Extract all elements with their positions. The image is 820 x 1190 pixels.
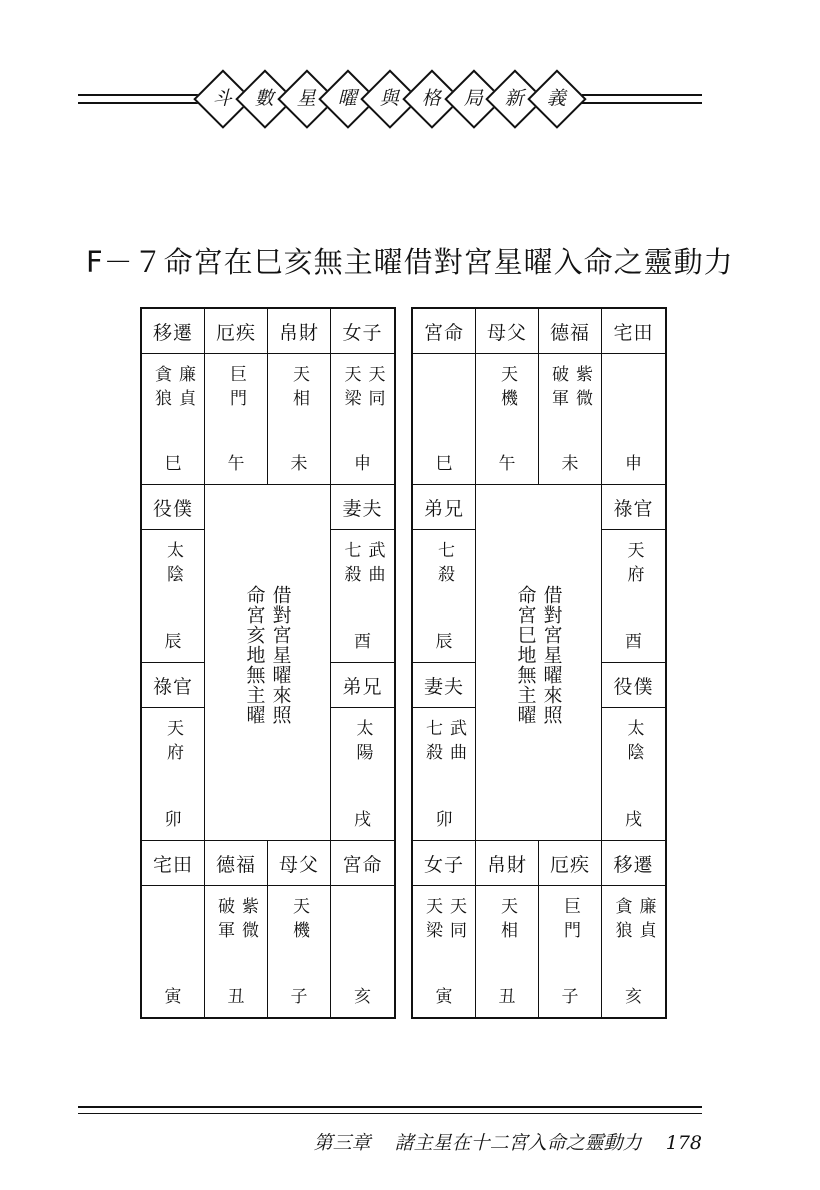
star-name <box>433 541 455 589</box>
star-names <box>331 541 394 605</box>
palace-cell <box>268 309 331 485</box>
palace-cell <box>602 485 665 663</box>
palace-cell <box>142 663 205 841</box>
palace-name: 母父 <box>476 309 538 354</box>
star-char: 貞 <box>175 389 195 413</box>
chart-right <box>411 307 667 1019</box>
star-char: 七 <box>340 541 361 565</box>
chart-center <box>476 485 602 841</box>
star-names <box>331 365 394 429</box>
palace-name: 弟兄 <box>331 663 394 708</box>
star-char: 紫 <box>238 897 258 921</box>
earthly-branch: 亥 <box>625 987 642 1007</box>
star-name <box>623 719 645 767</box>
star-names <box>268 897 330 961</box>
earthly-branch: 寅 <box>164 987 182 1007</box>
palace-cell <box>331 663 394 841</box>
star-char: 天 <box>289 897 309 921</box>
star-names <box>205 365 267 429</box>
center-note: 命宮亥地無主曜 <box>243 585 266 725</box>
palace-name: 移遷 <box>142 309 204 354</box>
series-char: 曜 <box>338 87 358 110</box>
star-names <box>602 541 665 605</box>
earthly-branch: 未 <box>290 454 308 474</box>
star-names <box>413 541 475 605</box>
palace-cell <box>331 841 394 1017</box>
star-names <box>476 365 538 429</box>
star-name <box>611 897 633 945</box>
header-rule-right <box>582 94 702 104</box>
star-char: 門 <box>560 921 580 945</box>
earthly-branch: 申 <box>625 454 642 474</box>
palace-name: 役僕 <box>142 485 204 530</box>
center-note: 命宮巳地無主曜 <box>514 585 537 725</box>
star-name <box>364 365 386 413</box>
page-header <box>78 64 702 134</box>
series-char-diamond <box>528 69 587 128</box>
earthly-branch: 午 <box>227 454 245 474</box>
star-char: 天 <box>422 897 442 921</box>
star-names <box>142 365 204 429</box>
palace-cell <box>331 485 394 663</box>
earthly-branch: 丑 <box>227 987 245 1007</box>
star-name <box>421 719 443 767</box>
earthly-branch: 寅 <box>435 987 453 1007</box>
star-names <box>413 365 475 429</box>
star-char: 太 <box>352 719 373 743</box>
star-names <box>413 897 475 961</box>
star-char: 相 <box>289 389 309 413</box>
palace-name: 宅田 <box>602 309 665 354</box>
star-names <box>331 719 394 783</box>
star-char: 殺 <box>422 743 442 767</box>
star-char: 軍 <box>548 389 568 413</box>
palace-cell <box>142 309 205 485</box>
star-char: 太 <box>623 719 644 743</box>
palace-name: 移遷 <box>602 841 665 886</box>
page-number: 178 <box>665 1132 702 1154</box>
palace-name: 厄疾 <box>539 841 601 886</box>
star-char: 曲 <box>446 743 466 767</box>
earthly-branch: 戌 <box>625 810 642 830</box>
star-char: 梁 <box>422 921 442 945</box>
palace-name: 母父 <box>268 841 330 886</box>
palace-name: 德福 <box>539 309 601 354</box>
star-char: 破 <box>548 365 568 389</box>
star-names <box>602 897 665 961</box>
star-name <box>288 365 310 413</box>
center-note: 借對宮星曜來照 <box>540 585 563 725</box>
series-char: 義 <box>547 87 567 110</box>
palace-cell <box>142 485 205 663</box>
palace-name: 祿官 <box>602 485 665 530</box>
center-note: 借對宮星曜來照 <box>269 585 292 725</box>
palace-cell <box>268 841 331 1017</box>
star-name <box>288 897 310 945</box>
series-char: 與 <box>380 87 400 110</box>
palace-name: 厄疾 <box>205 309 267 354</box>
star-names <box>539 897 601 961</box>
star-char: 同 <box>364 389 385 413</box>
star-name <box>162 719 184 767</box>
star-char: 武 <box>364 541 385 565</box>
star-name <box>571 365 593 413</box>
earthly-branch: 巳 <box>164 454 182 474</box>
star-name <box>445 897 467 945</box>
earthly-branch: 未 <box>561 454 579 474</box>
earthly-branch: 卯 <box>164 810 182 830</box>
earthly-branch: 酉 <box>625 632 642 652</box>
palace-name: 帛財 <box>268 309 330 354</box>
earthly-branch: 卯 <box>435 810 453 830</box>
star-name <box>421 897 443 945</box>
header-rule-left <box>78 94 198 104</box>
palace-name: 役僕 <box>602 663 665 708</box>
star-char: 天 <box>497 365 517 389</box>
star-names <box>142 897 204 961</box>
star-name <box>623 541 645 589</box>
series-char: 斗 <box>213 87 233 110</box>
earthly-branch: 丑 <box>498 987 516 1007</box>
star-char: 相 <box>497 921 517 945</box>
chapter-label: 第三章 <box>313 1132 371 1154</box>
star-char: 狼 <box>611 921 632 945</box>
series-char: 新 <box>505 87 525 110</box>
star-char: 殺 <box>340 565 361 589</box>
star-name <box>340 365 362 413</box>
star-char: 微 <box>238 921 258 945</box>
star-char: 巨 <box>560 897 580 921</box>
star-names <box>539 365 601 429</box>
star-char: 貞 <box>635 921 656 945</box>
star-names <box>142 541 204 605</box>
star-name <box>340 541 362 589</box>
palace-cell <box>413 663 476 841</box>
star-char: 天 <box>163 719 183 743</box>
star-names <box>413 719 475 783</box>
star-char: 七 <box>434 541 454 565</box>
series-title <box>202 72 578 126</box>
star-name <box>225 365 247 413</box>
star-names <box>268 365 330 429</box>
star-char: 殺 <box>434 565 454 589</box>
palace-cell <box>602 841 665 1017</box>
page-footer <box>78 1106 702 1155</box>
figure-title: F－７命宮在巳亥無主曜借對宮星曜入命之靈動力 <box>86 245 734 279</box>
star-char: 機 <box>497 389 517 413</box>
star-char: 天 <box>364 365 385 389</box>
star-char: 紫 <box>572 365 592 389</box>
star-name <box>496 365 518 413</box>
palace-cell <box>413 485 476 663</box>
star-char: 貪 <box>611 897 632 921</box>
star-char: 天 <box>289 365 309 389</box>
star-char: 陽 <box>352 743 373 767</box>
palace-name: 妻夫 <box>331 485 394 530</box>
star-char: 廉 <box>635 897 656 921</box>
palace-cell <box>413 841 476 1017</box>
palace-name: 祿官 <box>142 663 204 708</box>
star-char: 天 <box>623 541 644 565</box>
star-char: 天 <box>340 365 361 389</box>
star-names <box>142 719 204 783</box>
star-char: 天 <box>446 897 466 921</box>
palace-name: 帛財 <box>476 841 538 886</box>
palace-cell <box>205 841 268 1017</box>
star-char: 府 <box>623 565 644 589</box>
star-name <box>150 365 172 413</box>
star-name <box>364 541 386 589</box>
palace-cell <box>331 309 394 485</box>
star-char: 太 <box>163 541 183 565</box>
palace-name: 宮命 <box>413 309 475 354</box>
chart-center <box>205 485 331 841</box>
star-name <box>559 897 581 945</box>
earthly-branch: 酉 <box>354 632 371 652</box>
star-char: 梁 <box>340 389 361 413</box>
footer-rule <box>78 1106 702 1114</box>
star-char: 同 <box>446 921 466 945</box>
palace-cell <box>539 309 602 485</box>
star-name <box>496 897 518 945</box>
star-name <box>213 897 235 945</box>
earthly-branch: 子 <box>561 987 579 1007</box>
palace-cell <box>205 309 268 485</box>
star-char: 天 <box>497 897 517 921</box>
star-char: 廉 <box>175 365 195 389</box>
star-char: 貪 <box>151 365 171 389</box>
palace-name: 女子 <box>331 309 394 354</box>
star-char: 七 <box>422 719 442 743</box>
footer-line <box>78 1128 702 1155</box>
star-names <box>602 719 665 783</box>
palace-name: 女子 <box>413 841 475 886</box>
section-label: 諸主星在十二宮入命之靈動力 <box>394 1132 642 1154</box>
earthly-branch: 午 <box>498 454 516 474</box>
star-char: 微 <box>572 389 592 413</box>
star-char: 巨 <box>226 365 246 389</box>
star-char: 曲 <box>364 565 385 589</box>
palace-cell <box>539 841 602 1017</box>
palace-cell <box>602 309 665 485</box>
star-name <box>635 897 657 945</box>
star-char: 府 <box>163 743 183 767</box>
palace-name: 宅田 <box>142 841 204 886</box>
earthly-branch: 申 <box>354 454 371 474</box>
palace-cell <box>476 309 539 485</box>
palace-cell <box>413 309 476 485</box>
series-char: 數 <box>255 87 275 110</box>
star-names <box>602 365 665 429</box>
series-char: 格 <box>422 87 442 110</box>
earthly-branch: 亥 <box>354 987 371 1007</box>
chart-grid <box>142 309 394 1017</box>
star-name <box>445 719 467 767</box>
star-name <box>352 719 374 767</box>
earthly-branch: 子 <box>290 987 308 1007</box>
star-char: 門 <box>226 389 246 413</box>
palace-cell <box>602 663 665 841</box>
star-char: 機 <box>289 921 309 945</box>
palace-name: 弟兄 <box>413 485 475 530</box>
series-char: 星 <box>296 87 316 110</box>
star-name <box>162 541 184 589</box>
star-name <box>547 365 569 413</box>
earthly-branch: 辰 <box>435 632 453 652</box>
star-char: 軍 <box>214 921 234 945</box>
chart-left <box>140 307 396 1019</box>
star-names <box>205 897 267 961</box>
palace-cell <box>476 841 539 1017</box>
palace-name: 妻夫 <box>413 663 475 708</box>
series-char: 局 <box>464 87 484 110</box>
palace-name: 宮命 <box>331 841 394 886</box>
star-char: 破 <box>214 897 234 921</box>
earthly-branch: 戌 <box>354 810 371 830</box>
star-name <box>237 897 259 945</box>
star-names <box>331 897 394 961</box>
star-char: 陰 <box>163 565 183 589</box>
star-char: 武 <box>446 719 466 743</box>
palace-name: 德福 <box>205 841 267 886</box>
star-name <box>174 365 196 413</box>
star-char: 陰 <box>623 743 644 767</box>
palace-cell <box>142 841 205 1017</box>
earthly-branch: 巳 <box>435 454 453 474</box>
earthly-branch: 辰 <box>164 632 182 652</box>
chart-grid <box>413 309 665 1017</box>
star-char: 狼 <box>151 389 171 413</box>
star-names <box>476 897 538 961</box>
